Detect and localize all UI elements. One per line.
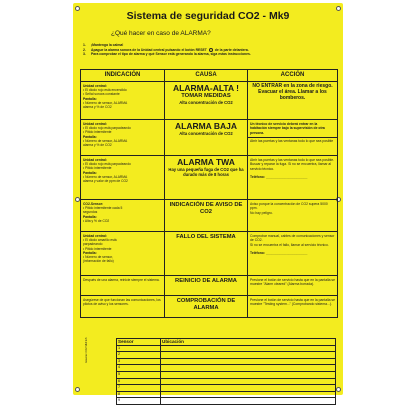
sensor-location [161,398,336,405]
action-cell [248,232,338,276]
sensor-number: 6 [117,378,161,385]
header-sensor: Sensor [117,339,161,346]
safety-sign [73,3,343,403]
action-text: Comprobar manual, cables de comunicaciones y sensor de CO2. [250,234,335,243]
sensor-row [117,365,336,372]
sensor-number: 7 [117,385,161,392]
alarm-table [80,69,338,318]
indication-line: Unidad central: [83,122,107,126]
step-text: Para comprobar el tipo de alarma y qué Sensor está generando la alarma, siga estas instrucciones. [91,52,251,57]
cause-cell [165,120,248,156]
sensor-row [117,352,336,359]
sensor-location [161,358,336,365]
action-text: Buscar y reparar la fuga. Si no se encuentra, llamar al servicio técnico. [250,162,332,171]
indication-line: Unidad central: [83,84,107,88]
indication-line: Pantalla: [83,214,97,219]
indication-line: • Pitido intermitente cada 5 [83,206,123,211]
header-ubicacion: Ubicación [161,339,336,346]
action-text: Abrir las puertas y las ventanas todo lo que sea posible. [250,158,335,162]
sensor-row [117,371,336,378]
action-cell [248,156,338,200]
sensor-number: 3 [117,358,161,365]
sensor-row [117,398,336,405]
sensor-location [161,371,336,378]
action-text: Abrir las puertas y las ventanas todo lo que sea posible [250,138,334,143]
sensor-row [117,391,336,398]
action-cell [248,296,338,318]
cause-cell [165,296,248,318]
action-divider [248,137,337,138]
indication-line: Pantalla: [83,170,97,175]
instruction-step [83,52,335,57]
indication-line: Unidad central: [83,234,107,238]
indication-line: • El diodo rojo está parpadeando [83,126,131,131]
sign-title: Sistema de seguridad CO2 - Mk9 [126,10,290,22]
sensor-row [117,358,336,365]
cause-text: TOMAR MEDIDAS [181,93,231,99]
header-accion: ACCIÓN [248,70,338,82]
indication-cell [81,276,165,296]
cause-text: ALARMA BAJA [174,121,237,131]
alarm-row [81,232,338,276]
sensor-table-header-row [117,339,336,346]
sign-subtitle: ¿Qué hacer en caso de ALARMA? [111,30,211,37]
sensor-location [161,365,336,372]
indication-line: alarma y % de CO2 [83,143,112,148]
header-indicacion: INDICACIÓN [81,70,165,82]
indication-line: parpadeando [83,242,103,247]
indication-line: • Pitido intermitente [83,246,112,251]
sensor-location [161,378,336,385]
action-text: Aviso porque la concentración de CO2 supera 5000 ppm. [250,202,328,211]
action-cell [248,120,338,156]
action-text: Presione el botón de servicio hasta que en la pantalla se muestre "Testing system..." (Comprobando sistema...). [250,298,336,307]
indication-cell [81,82,165,120]
sensor-location [161,352,336,359]
indication-line: (información de fallo) [83,259,114,264]
sensor-location [161,345,336,352]
sensor-number: 8 [117,391,161,398]
step-number: 2. [83,47,86,52]
step-text-part: Apague la alarma sonora de la Unidad central pulsando el botón RESET [91,47,207,52]
action-cell [248,276,338,296]
step-number: 3. [83,52,86,57]
indication-line: alarma y % de CO2 [83,105,112,110]
indication-line: • Alta y % de CO2 [83,218,110,223]
sensor-table [116,338,336,405]
mounting-hole [336,387,341,392]
sensor-row [117,385,336,392]
indication-line: • Número de sensor, [83,255,113,260]
alarm-row [81,156,338,200]
cause-text: Alta concentración de CO2 [179,131,233,136]
alarm-row [81,276,338,296]
alarm-row [81,296,338,318]
sensor-number: 2 [117,352,161,359]
cause-cell [165,276,248,296]
indication-cell [81,232,165,276]
indication-line: segundos [83,210,98,215]
step-number: 1. [83,43,86,47]
indication-cell [81,200,165,232]
indication-line: • Número de sensor, ALARMA [83,174,128,179]
cause-text: ALARMA TWA [177,157,235,167]
cause-text: FALLO DEL SISTEMA [176,234,236,240]
action-text: Teléfono: ______________________ [250,250,308,255]
indication-line: alarma y valor de ppm de CO2 [83,179,128,184]
indication-line: • Pitido intermitente [83,130,112,135]
indication-line: Pantalla: [83,250,97,255]
sensor-location [161,391,336,398]
cause-text: Hay una pequeña fuga de CO2 que ha durado más de 8 horas [168,167,244,177]
cause-cell [165,82,248,120]
cause-text: INDICACIÓN DE AVISO DE CO2 [169,202,243,215]
indication-line: • El diodo amarillo está [83,238,117,243]
indication-cell [81,120,165,156]
indication-line: CO2-Sensor: [83,202,104,206]
sensor-number: 5 [117,371,161,378]
cause-cell [165,156,248,200]
alarm-row [81,120,338,156]
sensor-number: 9 [117,398,161,405]
action-cell [248,200,338,232]
indication-line: Unidad central: [83,158,107,162]
product-reference: Gasotec CO2 Mk9 ES [85,337,88,363]
cause-text: ALARMA-ALTA ! [173,83,239,93]
indication-line: • El diodo rojo está encendido [83,88,127,93]
cause-cell [165,232,248,276]
action-text: NO ENTRAR en la zona de riesgo. Evacuar el área. Llamar a los bomberos. [252,83,333,101]
indication-cell [81,296,165,318]
cause-text: COMPROBACIÓN DE ALARMA [176,298,236,311]
alarm-row [81,82,338,120]
step-text-part: de la parte delantera. [214,47,249,52]
header-causa: CAUSA [165,70,248,82]
mounting-hole [75,6,80,11]
action-cell [248,82,338,120]
cause-cell [165,200,248,232]
action-text: Presione el botón de servicio hasta que en la pantalla se muestre "Alarm cleared" (Alarma borrada). [250,278,336,287]
alarm-row [81,200,338,232]
indication-line: • Número de sensor, ALARMA [83,138,128,143]
indication-line: Pantalla: [83,134,97,139]
indication-line: • Número de sensor, ALARMA [83,100,128,105]
indication-line: • El diodo rojo está parpadeando [83,162,131,167]
sensor-location [161,385,336,392]
mounting-hole [75,387,80,392]
reset-button-icon [209,48,213,52]
indication-line: Asegúrese de que funcionan las comunicaciones, los pilotos de aviso y los sensores. [83,298,161,307]
action-text: Teléfono: ______________________ [250,174,308,179]
indication-line: • Señal sonora constante [83,92,120,97]
sensor-row [117,345,336,352]
indication-line: Pantalla: [83,96,97,101]
mounting-hole [336,6,341,11]
sensor-number: 4 [117,365,161,372]
action-text: Un técnico de servicio deberá entrar en la habitación siempre bajo la supervisión de otra persona. [250,122,325,135]
indication-line: Después de una alarma, reinicie siempre el sistema. [83,278,160,282]
sensor-row [117,378,336,385]
instruction-steps [83,43,335,57]
alarm-table-header-row [81,70,338,82]
action-text: No hay peligro. [250,210,273,215]
indication-cell [81,156,165,200]
cause-text: Alta concentración de CO2 [179,99,233,105]
indication-line: • Pitido intermitente [83,166,112,171]
sensor-number: 1 [117,345,161,352]
step-text: ¡Mantenga la calma! [91,43,124,47]
cause-text: REINICIO DE ALARMA [175,278,237,284]
action-text: Si no se encuentra el fallo, llamar al servicio técnico. [250,242,329,247]
